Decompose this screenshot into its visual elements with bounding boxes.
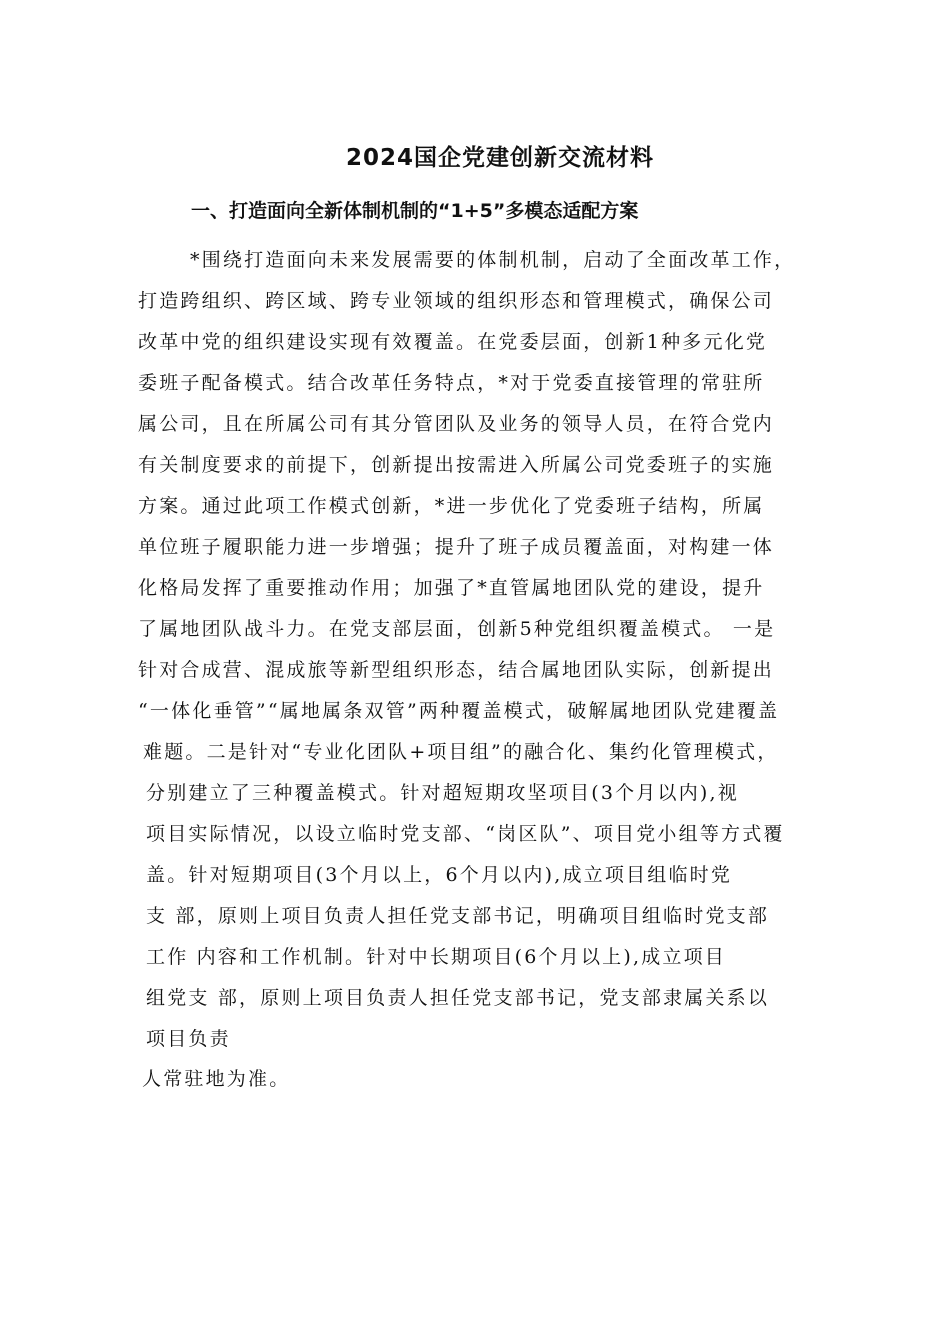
body-line: 单位班子履职能力进一步增强；提升了班子成员覆盖面，对构建一体 [138,536,775,558]
body-line: 了属地团队战斗力。在党支部层面，创新5种党组织覆盖模式。 一是 [138,618,776,640]
body-line: 盖。针对短期项目(3个月以上，6个月以内),成立项目组临时党 [146,864,733,886]
body-line: 难题。二是针对“专业化团队+项目组”的融合化、集约化管理模式， [143,741,779,763]
body-line: 化格局发挥了重要推动作用；加强了*直管属地团队党的建设，提升 [138,577,765,599]
body-line: 支 部，原则上项目负责人担任党支部书记，明确项目组临时党支部 [146,905,770,927]
body-line: 委班子配备模式。结合改革任务特点，*对于党委直接管理的常驻所 [138,372,765,394]
body-line: 针对合成营、混成旅等新型组织形态，结合属地团队实际，创新提出 [138,659,775,681]
body-line: “一体化垂管”“属地属条双管”两种覆盖模式，破解属地团队党建覆盖 [138,700,780,722]
body-line: 属公司，且在所属公司有其分管团队及业务的领导人员，在符合党内 [138,413,775,435]
body-line: *围绕打造面向未来发展需要的体制机制，启动了全面改革工作， [190,249,796,271]
body-line: 改革中党的组织建设实现有效覆盖。在党委层面，创新1种多元化党 [138,331,768,353]
body-line: 有关制度要求的前提下，创新提出按需进入所属公司党委班子的实施 [138,454,775,476]
body-line: 方案。通过此项工作模式创新，*进一步优化了党委班子结构，所属 [138,495,765,517]
body-line: 人常驻地为准。 [142,1068,291,1090]
document-title: 2024国企党建创新交流材料 [345,145,654,171]
body-line: 工作 内容和工作机制。针对中长期项目(6个月以上),成立项目 [146,946,726,968]
body-line: 组党支 部，原则上项目负责人担任党支部书记，党支部隶属关系以 [146,987,770,1009]
body-line: 打造跨组织、跨区域、跨专业领域的组织形态和管理模式，确保公司 [138,290,775,312]
body-line: 项目实际情况，以设立临时党支部、“岗区队”、项目党小组等方式覆 [146,823,785,845]
body-line: 项目负责 [146,1028,231,1050]
section-heading: 一、打造面向全新体制机制的“1+5”多模态适配方案 [191,200,639,222]
body-line: 分别建立了三种覆盖模式。针对超短期攻坚项目(3个月以内),视 [146,782,739,804]
